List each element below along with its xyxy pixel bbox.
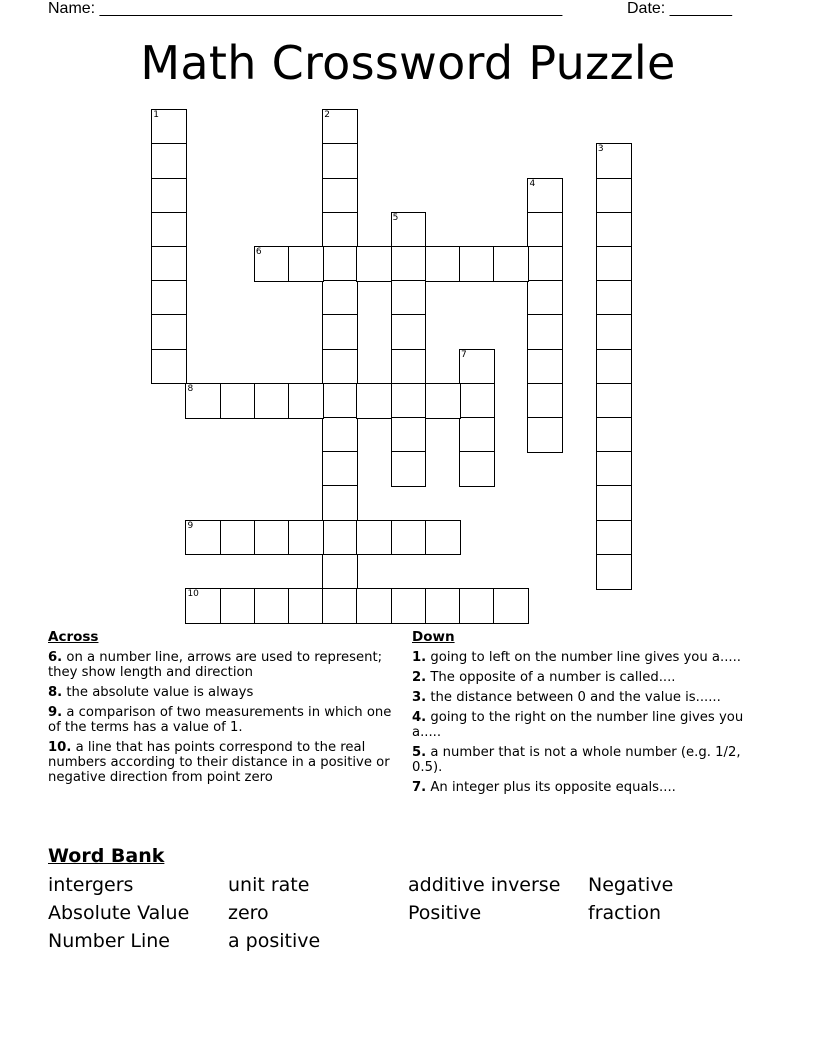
clue-text: the distance between 0 and the value is......	[426, 690, 721, 705]
crossword-cell[interactable]	[288, 246, 324, 282]
crossword-cell[interactable]	[391, 451, 427, 487]
clue-number-label: 6	[255, 247, 262, 258]
clue-number-label: 5	[392, 212, 399, 223]
crossword-cell[interactable]	[322, 588, 358, 624]
clue-text: An integer plus its opposite equals....	[426, 780, 676, 795]
word-bank-item: Number Line	[48, 930, 170, 952]
crossword-cell[interactable]	[596, 383, 632, 419]
crossword-cell[interactable]	[322, 178, 358, 214]
clue-number-label: 7	[461, 349, 467, 360]
clue-number-label: 8	[187, 383, 194, 394]
word-bank-item: additive inverse	[408, 874, 561, 896]
word-bank-item: unit rate	[228, 874, 310, 896]
crossword-cell[interactable]	[527, 178, 563, 214]
word-bank-item: zero	[228, 902, 269, 924]
crossword-cell[interactable]	[185, 383, 221, 419]
crossword-cell[interactable]	[185, 520, 221, 556]
across-clue	[48, 705, 393, 735]
crossword-cell[interactable]	[322, 349, 358, 385]
crossword-cell[interactable]	[425, 588, 461, 624]
crossword-cell[interactable]	[459, 349, 495, 385]
crossword-cell[interactable]	[151, 178, 187, 214]
clue-number: 2.	[412, 670, 427, 685]
word-bank-item: Absolute Value	[48, 902, 190, 924]
crossword-cell[interactable]	[220, 588, 256, 624]
crossword-cell[interactable]	[322, 212, 358, 248]
crossword-cell[interactable]	[596, 554, 632, 590]
crossword-cell[interactable]	[322, 417, 358, 453]
clue-number-label: 4	[529, 178, 536, 189]
crossword-cell[interactable]	[391, 588, 427, 624]
clue-text: going to the right on the number line gives you a.....	[412, 710, 744, 740]
crossword-cell[interactable]	[254, 246, 290, 282]
down-clue	[412, 650, 757, 665]
crossword-cell[interactable]	[425, 246, 461, 282]
crossword-cell[interactable]	[596, 314, 632, 350]
down-clue	[412, 670, 757, 685]
down-clue	[412, 710, 757, 740]
crossword-cell[interactable]	[288, 383, 324, 419]
crossword-cell[interactable]	[356, 383, 392, 419]
word-bank-item: fraction	[588, 902, 661, 924]
crossword-cell[interactable]	[151, 314, 187, 350]
clue-number-label: 10	[187, 589, 199, 600]
clue-text: a number that is not a whole number (e.g. 1/2, 0.5).	[412, 745, 741, 775]
word-bank-item: Negative	[588, 874, 674, 896]
down-clues	[412, 630, 757, 800]
clue-number-label: 1	[153, 110, 159, 121]
crossword-cell[interactable]	[322, 109, 358, 145]
crossword-cell[interactable]	[596, 212, 632, 248]
clue-text: the absolute value is always	[62, 685, 254, 700]
crossword-cell[interactable]	[254, 588, 290, 624]
down-heading: Down	[412, 629, 455, 645]
crossword-cell[interactable]	[596, 417, 632, 453]
crossword-cell[interactable]	[391, 383, 427, 419]
crossword-cell[interactable]	[425, 520, 461, 556]
crossword-cell[interactable]	[391, 246, 427, 282]
across-clues	[48, 630, 393, 790]
word-bank-item: a positive	[228, 930, 321, 952]
crossword-cell[interactable]	[527, 417, 563, 453]
crossword-cell[interactable]	[391, 212, 427, 248]
crossword-cell[interactable]	[185, 588, 221, 624]
crossword-cell[interactable]	[254, 383, 290, 419]
clue-number: 4.	[412, 710, 427, 725]
crossword-cell[interactable]	[322, 314, 358, 350]
crossword-cell[interactable]	[151, 109, 187, 145]
crossword-cell[interactable]	[288, 520, 324, 556]
crossword-cell[interactable]	[459, 383, 495, 419]
crossword-cell[interactable]	[151, 349, 187, 385]
crossword-cell[interactable]	[391, 520, 427, 556]
clue-text: going to left on the number line gives you a.....	[426, 650, 741, 665]
crossword-cell[interactable]	[527, 246, 563, 282]
across-clue	[48, 740, 393, 785]
crossword-cell[interactable]	[322, 143, 358, 179]
page-title: Math Crossword Puzzle	[140, 36, 676, 90]
crossword-cell[interactable]	[596, 349, 632, 385]
word-bank-item: Positive	[408, 902, 482, 924]
crossword-cell[interactable]	[288, 588, 324, 624]
crossword-cell[interactable]	[391, 417, 427, 453]
clue-number: 3.	[412, 690, 427, 705]
across-heading: Across	[48, 629, 99, 645]
crossword-cell[interactable]	[527, 383, 563, 419]
clue-number-label: 3	[597, 144, 604, 155]
crossword-cell[interactable]	[596, 280, 632, 316]
crossword-cell[interactable]	[493, 588, 529, 624]
down-clue	[412, 780, 757, 795]
crossword-cell[interactable]	[527, 212, 563, 248]
across-clue	[48, 685, 393, 700]
crossword-cell[interactable]	[391, 280, 427, 316]
crossword-cell[interactable]	[596, 451, 632, 487]
crossword-cell[interactable]	[151, 246, 187, 282]
clue-number: 6.	[48, 650, 63, 665]
clue-number: 9.	[48, 705, 63, 720]
crossword-cell[interactable]	[596, 485, 632, 521]
crossword-cell[interactable]	[459, 451, 495, 487]
crossword-cell[interactable]	[596, 246, 632, 282]
clue-number: 10.	[48, 740, 72, 755]
clue-text: The opposite of a number is called....	[426, 670, 676, 685]
crossword-cell[interactable]	[322, 451, 358, 487]
crossword-cell[interactable]	[322, 383, 358, 419]
crossword-cell[interactable]	[356, 246, 392, 282]
crossword-cell[interactable]	[151, 280, 187, 316]
crossword-cell[interactable]	[391, 314, 427, 350]
crossword-cell[interactable]	[356, 520, 392, 556]
crossword-cell[interactable]	[254, 520, 290, 556]
clue-text: on a number line, arrows are used to represent; they show length and direction	[48, 650, 383, 680]
across-clue	[48, 650, 393, 680]
crossword-cell[interactable]	[527, 314, 563, 350]
word-bank-title: Word Bank	[48, 845, 165, 867]
clue-number: 1.	[412, 650, 427, 665]
crossword-cell[interactable]	[391, 349, 427, 385]
crossword-cell[interactable]	[356, 588, 392, 624]
clue-text: a comparison of two measurements in which one of the terms has a value of 1.	[48, 705, 392, 735]
crossword-cell[interactable]	[322, 520, 358, 556]
crossword-cell[interactable]	[527, 349, 563, 385]
crossword-cell[interactable]	[322, 280, 358, 316]
clue-number: 7.	[412, 780, 427, 795]
down-clue	[412, 690, 757, 705]
clue-number-label: 2	[324, 110, 330, 121]
crossword-cell[interactable]	[459, 246, 495, 282]
crossword-cell[interactable]	[459, 588, 495, 624]
crossword-cell[interactable]	[322, 246, 358, 282]
crossword-cell[interactable]	[322, 485, 358, 521]
crossword-cell[interactable]	[220, 383, 256, 419]
crossword-cell[interactable]	[596, 143, 632, 179]
name-field-label: Name: ____________________________________________________	[48, 0, 563, 17]
crossword-cell[interactable]	[493, 246, 529, 282]
crossword-cell[interactable]	[527, 280, 563, 316]
clue-number-label: 9	[187, 520, 194, 531]
clue-number: 8.	[48, 685, 63, 700]
crossword-cell[interactable]	[151, 143, 187, 179]
crossword-cell[interactable]	[151, 212, 187, 248]
crossword-cell[interactable]	[596, 520, 632, 556]
crossword-cell[interactable]	[425, 383, 461, 419]
crossword-cell[interactable]	[220, 520, 256, 556]
clue-text: a line that has points correspond to the real numbers according to their distance in a positive or negative direction from point zero	[48, 740, 390, 785]
crossword-cell[interactable]	[596, 178, 632, 214]
date-field-label: Date: _______	[627, 0, 732, 17]
down-clue	[412, 745, 757, 775]
crossword-cell[interactable]	[459, 417, 495, 453]
clue-number: 5.	[412, 745, 427, 760]
crossword-cell[interactable]	[322, 554, 358, 590]
word-bank-item: intergers	[48, 874, 134, 896]
